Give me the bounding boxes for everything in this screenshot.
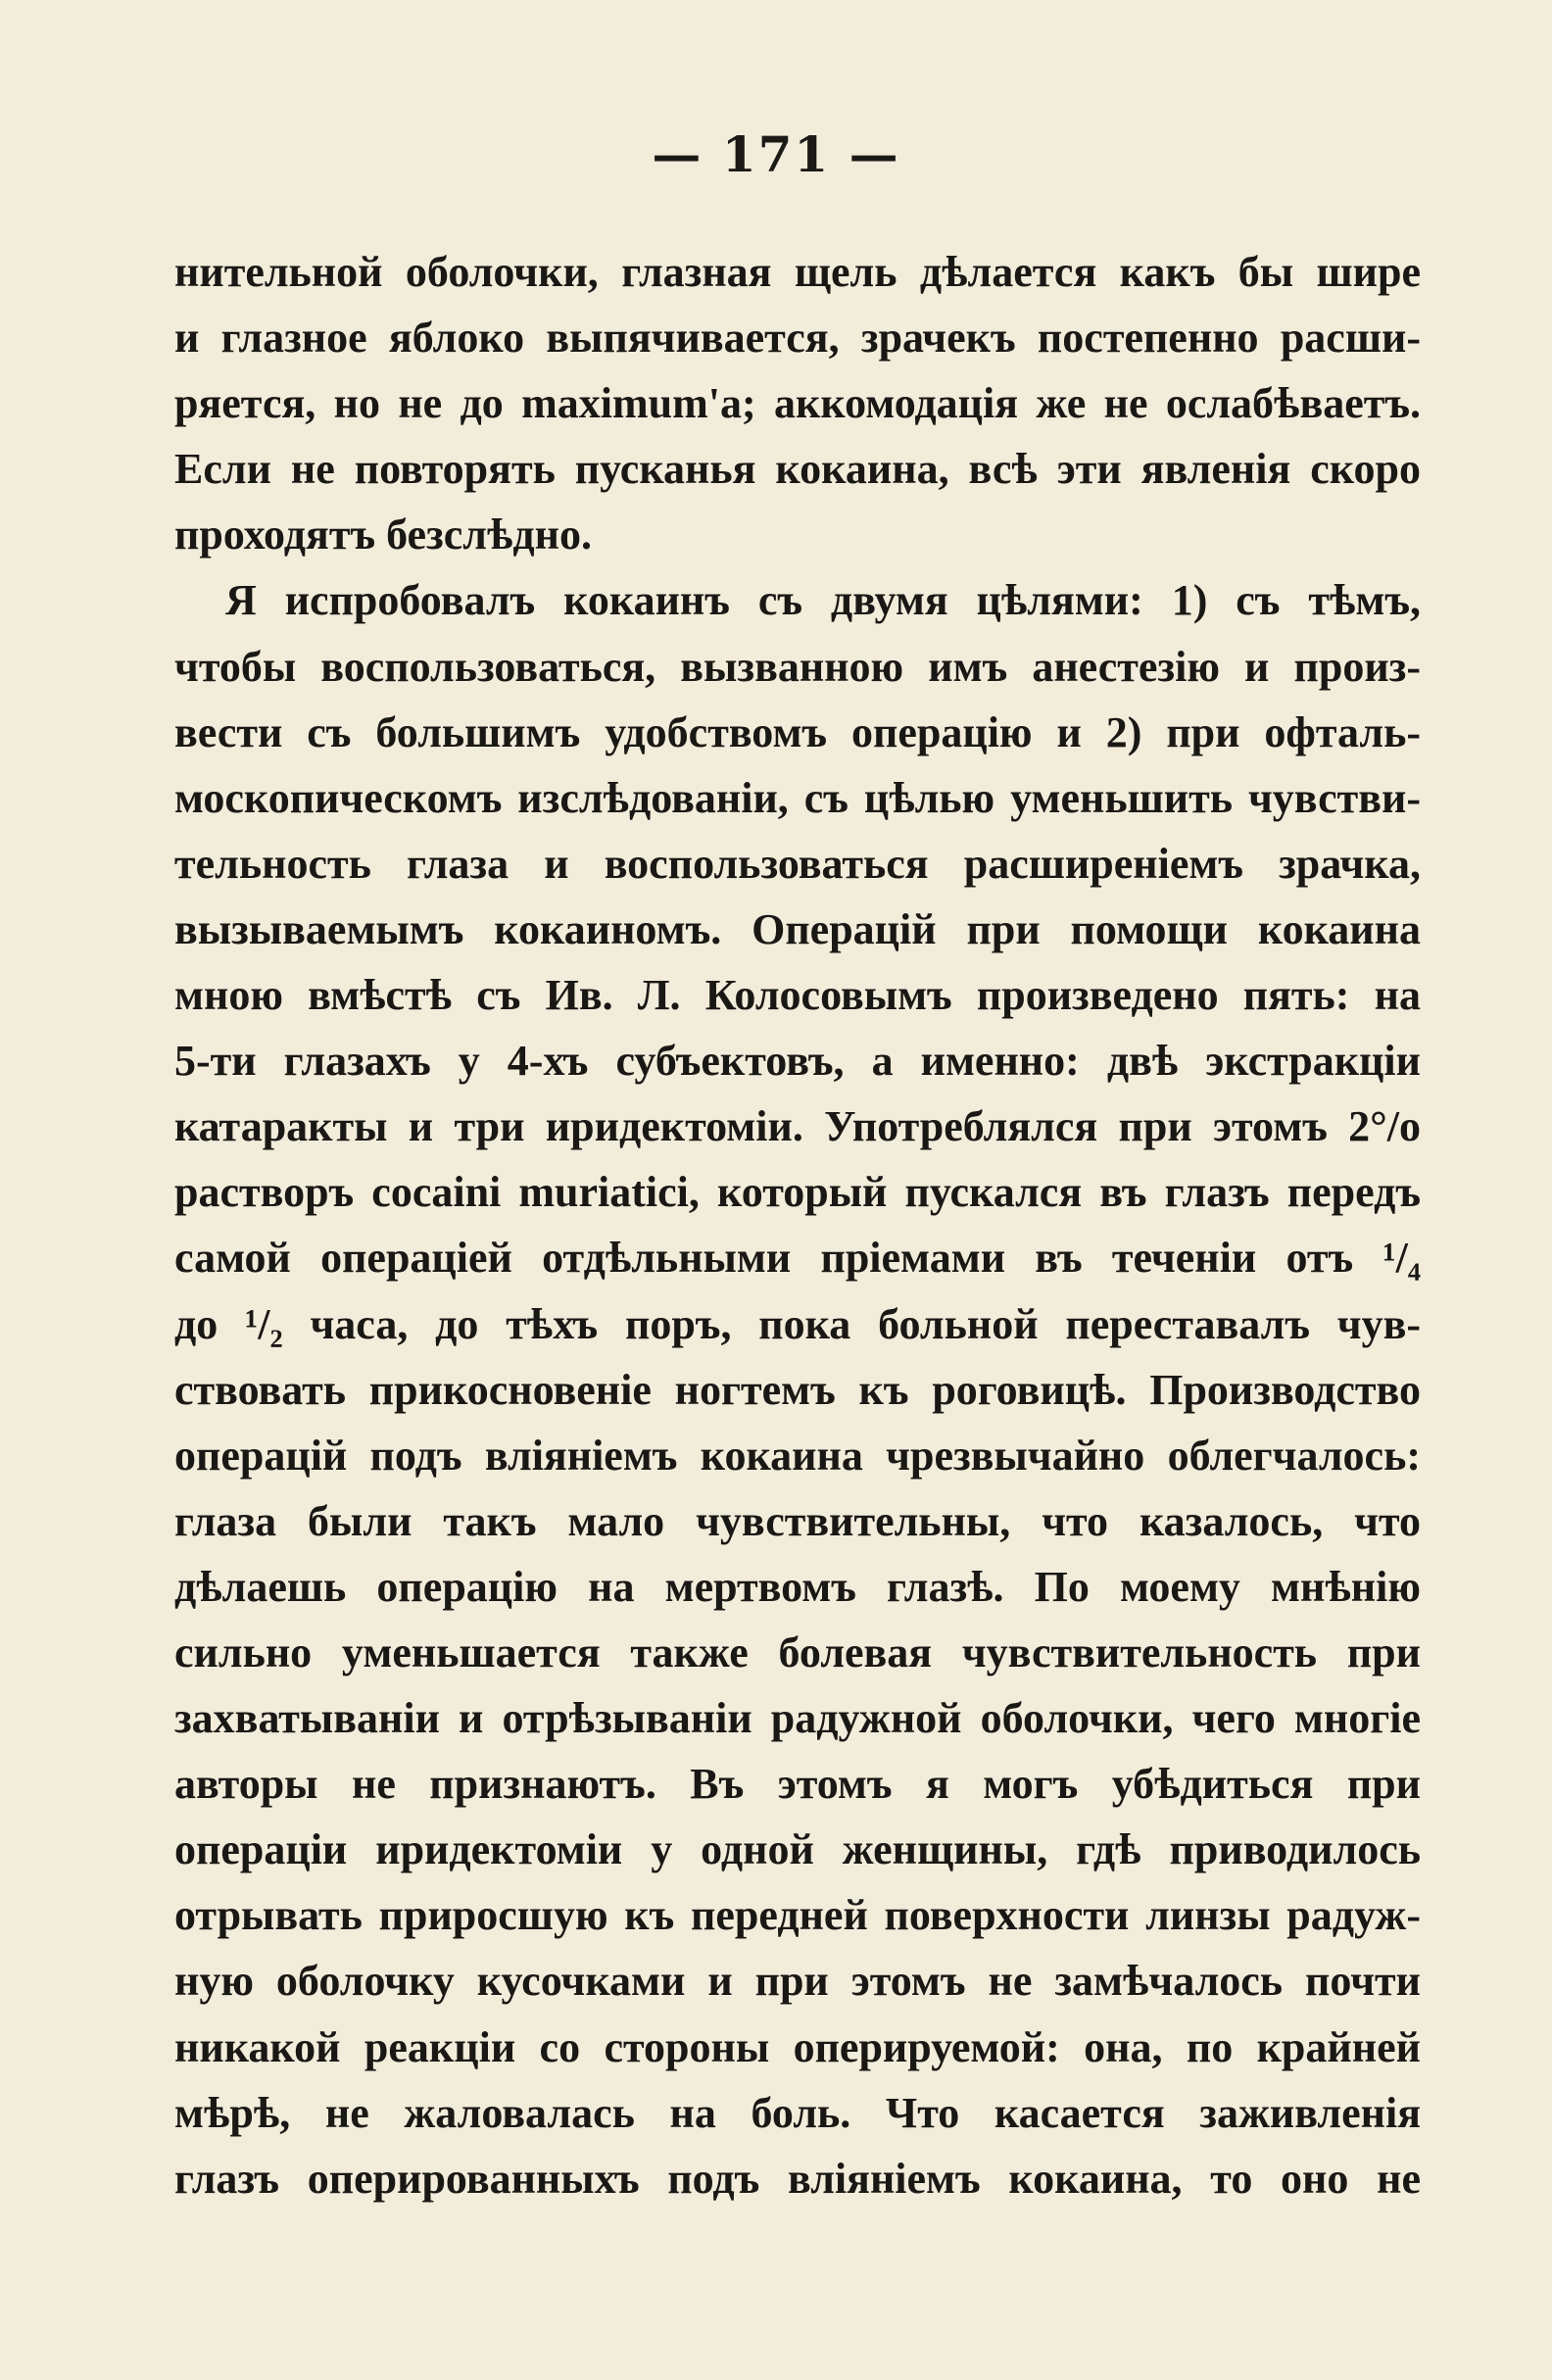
text-line: операціи иридектоміи у одной женщины, гдѣ приводилось bbox=[174, 1825, 1421, 1874]
text-line: мѣрѣ, не жаловалась на боль. Что касается заживленія bbox=[174, 2088, 1421, 2137]
text-line: никакой реакціи со стороны оперируемой: она, по крайней bbox=[174, 2022, 1421, 2071]
text-line: операцій подъ вліяніемъ кокаина чрезвычайно облегчалось: bbox=[174, 1431, 1421, 1480]
text-line: Я испробовалъ кокаинъ съ двумя цѣлями: 1) съ тѣмъ, bbox=[225, 576, 1421, 625]
text-line: авторы не признаютъ. Въ этомъ я могъ убѣдиться при bbox=[174, 1760, 1421, 1809]
text-line: ствовать прикосновеніе ногтемъ къ роговицѣ. Производство bbox=[174, 1365, 1421, 1414]
text-line: вызываемымъ кокаиномъ. Операцій при помощи кокаина bbox=[174, 904, 1421, 953]
text-line: тельность глаза и воспользоваться расширеніемъ зрачка, bbox=[174, 839, 1421, 888]
text-line: глазъ оперированныхъ подъ вліяніемъ кокаина, то оно не bbox=[174, 2154, 1421, 2203]
text-line: глаза были такъ мало чувствительны, что казалось, что bbox=[174, 1496, 1421, 1545]
text-line: Если не повторять пусканья кокаина, всѣ эти явленія скоро bbox=[174, 445, 1421, 494]
page-number: — 171 — bbox=[652, 125, 900, 183]
text-line: сильно уменьшается также болевая чувствительность при bbox=[174, 1627, 1421, 1676]
text-line: растворъ cocaini muriatici, который пускался въ глазъ передъ bbox=[174, 1168, 1421, 1217]
text-line: вести съ большимъ удобствомъ операцію и 2) при офталь- bbox=[174, 707, 1421, 756]
text-line: проходятъ безслѣдно. bbox=[174, 510, 592, 559]
text-line: захватываніи и отрѣзываніи радужной оболочки, чего многіе bbox=[174, 1694, 1421, 1743]
text-line: отрывать приросшую къ передней поверхности линзы радуж- bbox=[174, 1891, 1421, 1940]
text-line: самой операціей отдѣльными пріемами въ теченіи отъ ¹/₄ bbox=[174, 1234, 1421, 1283]
body-text bbox=[174, 239, 1421, 2211]
text-line: до ¹/₂ часа, до тѣхъ поръ, пока больной переставалъ чув- bbox=[174, 1299, 1421, 1348]
text-line: дѣлаешь операцію на мертвомъ глазѣ. По моему мнѣнію bbox=[174, 1562, 1421, 1611]
text-line: мною вмѣстѣ съ Ив. Л. Колосовымъ произведено пять: на bbox=[174, 971, 1421, 1020]
text-line: 5-ти глазахъ у 4-хъ субъектовъ, а именно: двѣ экстракціи bbox=[174, 1037, 1421, 1086]
text-line: ряется, но не до maximum'а; аккомодація же не ослабѣваетъ. bbox=[174, 379, 1421, 428]
text-line: катаракты и три иридектоміи. Употреблялся при этомъ 2°/о bbox=[174, 1102, 1421, 1151]
text-line: чтобы воспользоваться, вызванною имъ анестезію и произ- bbox=[174, 642, 1421, 691]
text-line: москопическомъ изслѣдованіи, съ цѣлью уменьшить чувстви- bbox=[174, 773, 1421, 822]
text-line: и глазное яблоко выпячивается, зрачекъ постепенно расши- bbox=[174, 314, 1421, 363]
text-line: ную оболочку кусочками и при этомъ не замѣчалось почти bbox=[174, 1957, 1421, 2006]
text-line: нительной оболочки, глазная щель дѣлается какъ бы шире bbox=[174, 248, 1421, 296]
